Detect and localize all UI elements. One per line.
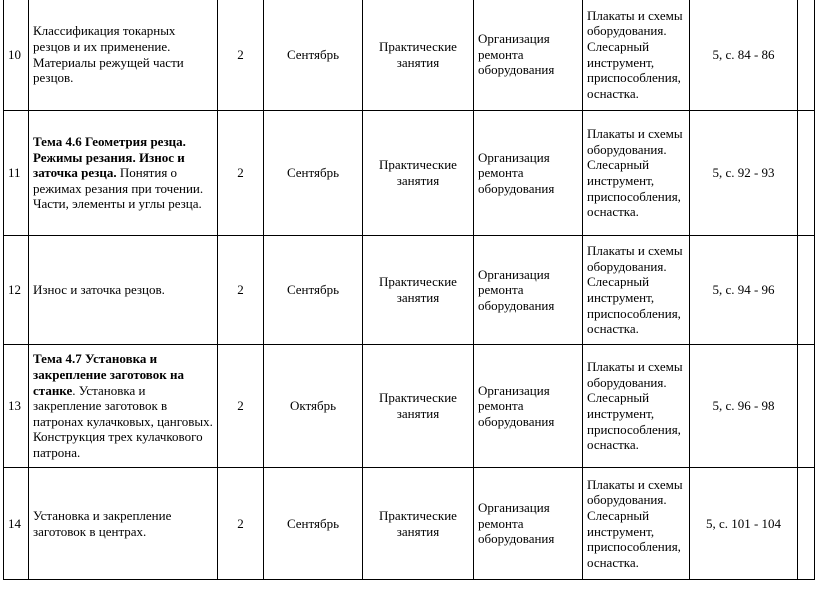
table-row [4, 111, 815, 236]
equipment-cell: Плакаты и схемы оборудования. Слесарный инструмент, приспособления, оснастка. [583, 0, 690, 111]
topic-text: . Установка и закрепление заготовок в патронах кулачковых, цанговых. Конструкция трех кулачкового патрона. [33, 382, 213, 460]
month-cell: Сентябрь [264, 0, 363, 111]
organization-cell: Организация ремонта оборудования [474, 345, 583, 468]
lesson-plan-table [3, 0, 815, 580]
table-row [4, 468, 815, 580]
topic-text: Установка и закрепление заготовок в центрах. [33, 507, 172, 539]
table-row [4, 345, 815, 468]
lesson-type-cell: Практические занятия [363, 345, 474, 468]
month-cell: Сентябрь [264, 236, 363, 345]
topic-text: Классификация токарных резцов и их применение. Материалы режущей части резцов. [33, 23, 184, 86]
hours-cell: 2 [218, 468, 264, 580]
reference-cell: 5, с. 101 - 104 [690, 468, 798, 580]
month-cell: Сентябрь [264, 468, 363, 580]
equipment-cell: Плакаты и схемы оборудования. Слесарный инструмент, приспособления, оснастка. [583, 111, 690, 236]
topic-cell [29, 0, 218, 111]
reference-cell: 5, с. 96 - 98 [690, 345, 798, 468]
table-row [4, 0, 815, 111]
organization-cell: Организация ремонта оборудования [474, 111, 583, 236]
reference-cell: 5, с. 94 - 96 [690, 236, 798, 345]
organization-cell: Организация ремонта оборудования [474, 0, 583, 111]
hours-cell: 2 [218, 0, 264, 111]
topic-text: Износ и заточка резцов. [33, 282, 165, 298]
row-number: 14 [4, 468, 29, 580]
hours-cell: 2 [218, 236, 264, 345]
organization-cell: Организация ремонта оборудования [474, 236, 583, 345]
topic-cell [29, 111, 218, 236]
row-number: 10 [4, 0, 29, 111]
equipment-cell: Плакаты и схемы оборудования. Слесарный инструмент, приспособления, оснастка. [583, 468, 690, 580]
empty-cell [798, 0, 815, 111]
empty-cell [798, 236, 815, 345]
topic-heading: Тема 4.6 Геометрия резца. Режимы резания. Износ и заточка резца. [33, 134, 186, 181]
row-number: 11 [4, 111, 29, 236]
topic-cell [29, 468, 218, 580]
reference-cell: 5, с. 92 - 93 [690, 111, 798, 236]
row-number: 13 [4, 345, 29, 468]
empty-cell [798, 468, 815, 580]
lesson-type-cell: Практические занятия [363, 468, 474, 580]
equipment-cell: Плакаты и схемы оборудования. Слесарный инструмент, приспособления, оснастка. [583, 236, 690, 345]
topic-cell [29, 236, 218, 345]
hours-cell: 2 [218, 111, 264, 236]
empty-cell [798, 345, 815, 468]
topic-cell [29, 345, 218, 468]
table-row [4, 236, 815, 345]
lesson-type-cell: Практические занятия [363, 111, 474, 236]
topic-text: Понятия о режимах резания при точении. Части, элементы и углы резца. [33, 165, 204, 212]
lesson-type-cell: Практические занятия [363, 236, 474, 345]
row-number: 12 [4, 236, 29, 345]
organization-cell: Организация ремонта оборудования [474, 468, 583, 580]
equipment-cell: Плакаты и схемы оборудования. Слесарный инструмент, приспособления, оснастка. [583, 345, 690, 468]
month-cell: Сентябрь [264, 111, 363, 236]
reference-cell: 5, с. 84 - 86 [690, 0, 798, 111]
hours-cell: 2 [218, 345, 264, 468]
lesson-type-cell: Практические занятия [363, 0, 474, 111]
month-cell: Октябрь [264, 345, 363, 468]
empty-cell [798, 111, 815, 236]
topic-heading: Тема 4.7 Установка и закрепление заготовок на станке [33, 351, 184, 398]
